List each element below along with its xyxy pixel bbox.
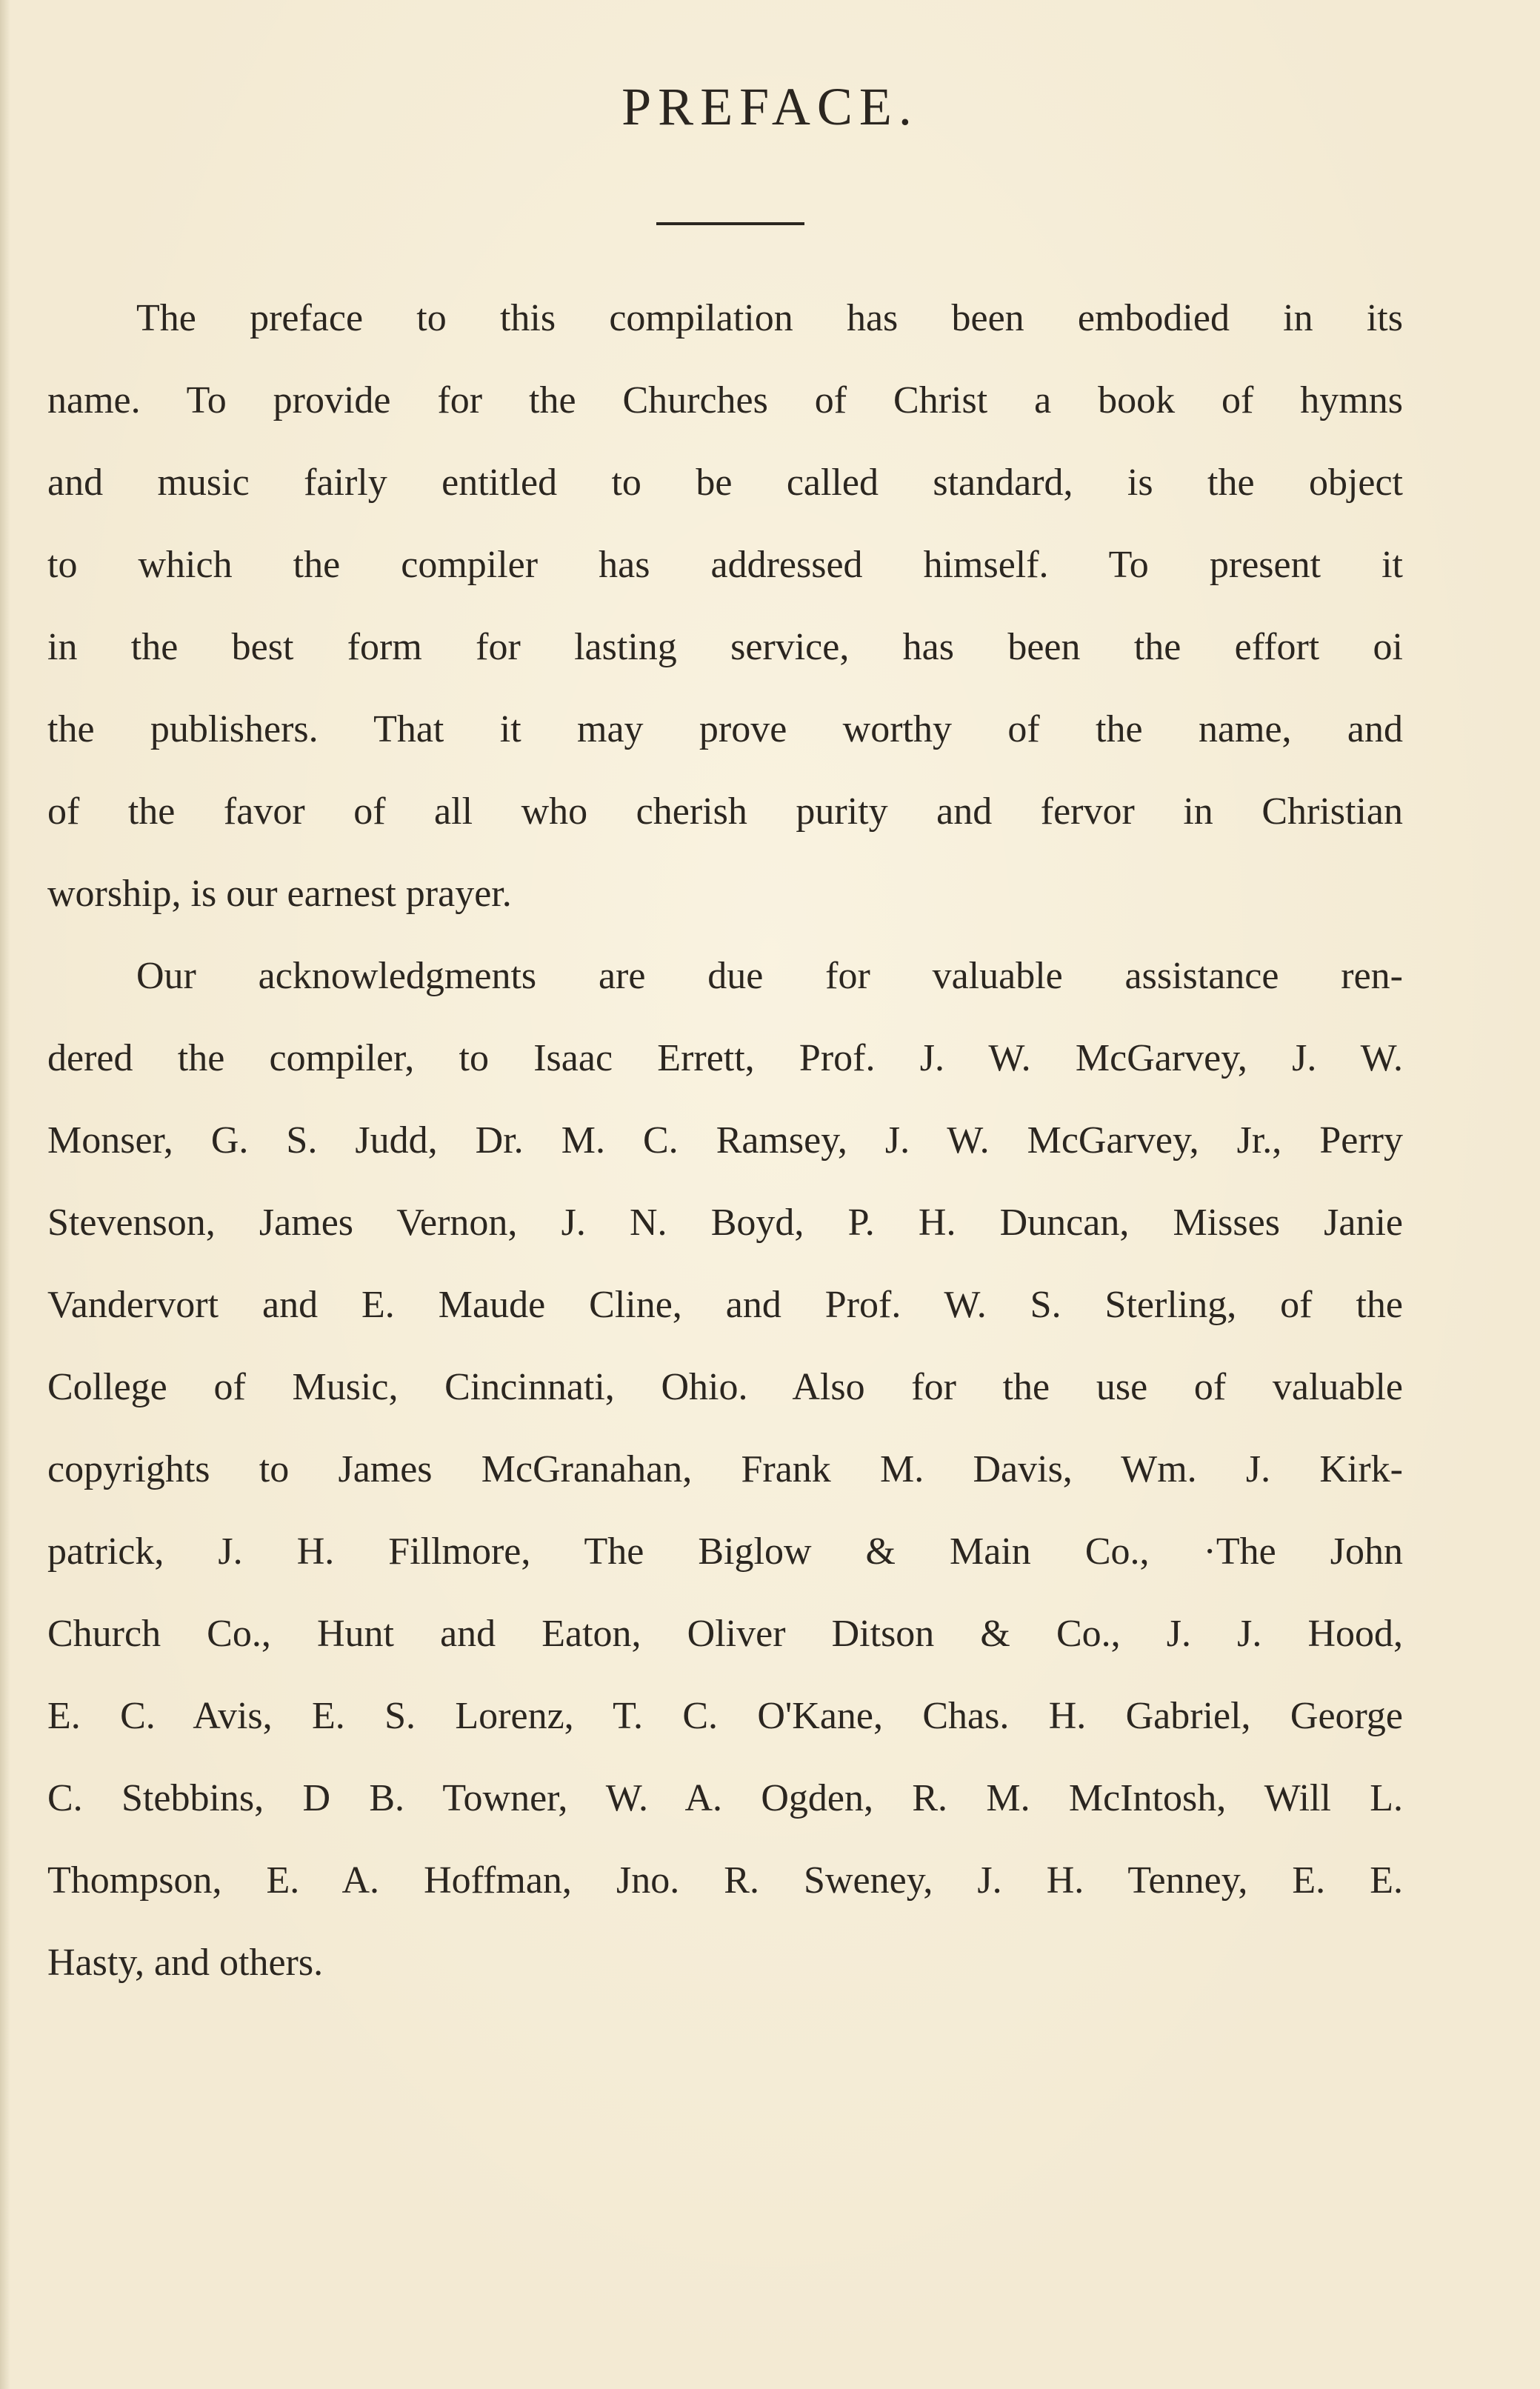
page-edge-shadow xyxy=(0,0,10,2389)
text-line: College of Music, Cincinnati, Ohio. Also for the use of valuable xyxy=(47,1366,1403,1408)
title-divider xyxy=(656,222,804,225)
page-title: PREFACE. xyxy=(621,77,919,136)
text-line: and music fairly entitled to be called standard, is the object xyxy=(47,462,1403,504)
text-line: Thompson, E. A. Hoffman, Jno. R. Sweney, J. H. Tenney, E. E. xyxy=(47,1859,1403,1902)
text-line: in the best form for lasting service, has been the effort oi xyxy=(47,626,1403,668)
text-line: C. Stebbins, D B. Towner, W. A. Ogden, R. M. McIntosh, Will L. xyxy=(47,1777,1403,1819)
text-line: Stevenson, James Vernon, J. N. Boyd, P. H. Duncan, Misses Janie xyxy=(47,1202,1403,1244)
text-line: name. To provide for the Churches of Christ a book of hymns xyxy=(47,379,1403,422)
text-line: to which the compiler has addressed himself. To present it xyxy=(47,544,1403,586)
preface-paragraph-2 xyxy=(47,935,1403,2004)
text-line: Our acknowledgments are due for valuable assistance ren- xyxy=(136,955,1403,997)
text-line: copyrights to James McGranahan, Frank M. Davis, Wm. J. Kirk- xyxy=(47,1448,1403,1490)
text-line: dered the compiler, to Isaac Errett, Prof. J. W. McGarvey, J. W. xyxy=(47,1037,1403,1079)
text-line: the publishers. That it may prove worthy of the name, and xyxy=(47,708,1403,750)
text-line: Vandervort and E. Maude Cline, and Prof. W. S. Sterling, of the xyxy=(47,1284,1403,1326)
text-line: Monser, G. S. Judd, Dr. M. C. Ramsey, J. W. McGarvey, Jr., Perry xyxy=(47,1119,1403,1162)
text-line: Hasty, and others. xyxy=(47,1942,324,1984)
text-line: of the favor of all who cherish purity and fervor in Christian xyxy=(47,790,1403,833)
text-line: E. C. Avis, E. S. Lorenz, T. C. O'Kane, Chas. H. Gabriel, George xyxy=(47,1695,1403,1737)
preface-paragraph-1 xyxy=(47,277,1403,935)
text-line: worship, is our earnest prayer. xyxy=(47,873,512,915)
text-line: patrick, J. H. Fillmore, The Biglow & Main Co., ·The John xyxy=(47,1530,1403,1573)
text-line: Church Co., Hunt and Eaton, Oliver Ditson & Co., J. J. Hood, xyxy=(47,1613,1403,1655)
text-line: The preface to this compilation has been embodied in its xyxy=(136,297,1403,339)
